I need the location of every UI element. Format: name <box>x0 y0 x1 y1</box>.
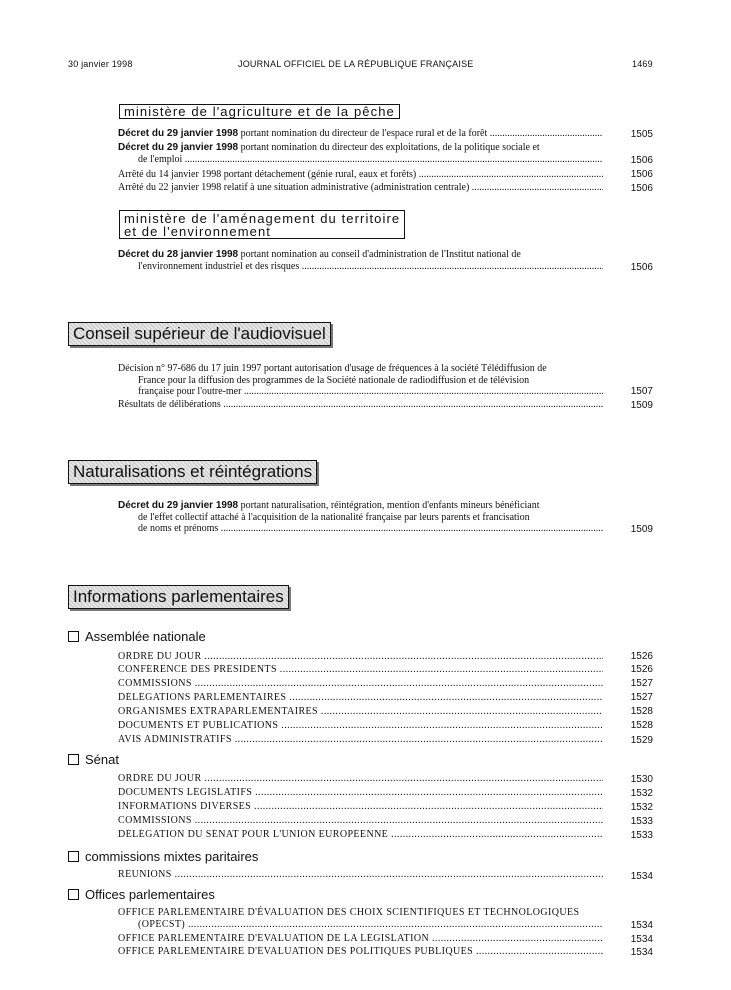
toc-entry[interactable]: Décret du 29 janvier 1998 portant nomination du directeur de l'espace rural et de la forêt ..... <box>118 128 603 140</box>
page-number: 1506 <box>630 183 653 194</box>
page-number: 1532 <box>630 788 653 799</box>
ministere-agriculture-title: ministère de l'agriculture et de la pêche <box>119 104 400 119</box>
toc-entry[interactable]: OFFICE PARLEMENTAIRE D'ÉVALUATION DES CHOIX SCIENTIFIQUES ET TECHNOLOGIQUES (OPECST) ..... <box>118 907 603 930</box>
toc-entry[interactable]: INFORMATIONS DIVERSES ..... <box>118 801 603 813</box>
page-number: 1534 <box>630 871 653 882</box>
checkbox-icon <box>68 851 79 862</box>
toc-entry[interactable]: Arrêté du 22 janvier 1998 relatif à une situation administrative (administration centrale) ..... <box>118 182 603 194</box>
toc-entry[interactable]: DÉLÉGATIONS PARLEMENTAIRES ..... <box>118 692 603 704</box>
toc-entry[interactable]: ORDRE DU JOUR ..... <box>118 651 603 663</box>
toc-entry[interactable]: AVIS ADMINISTRATIFS ..... <box>118 734 603 746</box>
page-number: 1506 <box>630 169 653 180</box>
checkbox-icon <box>68 631 79 642</box>
toc-entry[interactable]: RÉUNIONS ..... <box>118 869 603 881</box>
toc-entry[interactable]: COMMISSIONS ..... <box>118 678 603 690</box>
page-number: 1528 <box>630 720 653 731</box>
checkbox-icon <box>68 889 79 900</box>
page-number: 1534 <box>630 934 653 945</box>
toc-entry[interactable]: CONFÉRENCE DES PRÉSIDENTS ..... <box>118 664 603 676</box>
page-number: 1529 <box>630 735 653 746</box>
toc-entry[interactable]: DOCUMENTS ET PUBLICATIONS ..... <box>118 720 603 732</box>
page-number: 1506 <box>630 155 653 166</box>
page-number: 1526 <box>630 651 653 662</box>
page-number: 1533 <box>630 830 653 841</box>
toc-entry[interactable]: Décret du 28 janvier 1998 portant nomination au conseil d'administration de l'Institut national de l'environnement industriel et des risques ..... <box>118 249 603 272</box>
page-number: 1506 <box>630 262 653 273</box>
group-heading-senat: Sénat <box>68 753 119 767</box>
header-page: 1469 <box>632 59 653 69</box>
toc-entry[interactable]: Résultats de délibérations ..... <box>118 399 603 411</box>
informations-section-title: Informations parlementaires <box>68 585 289 609</box>
page-number: 1509 <box>630 524 653 535</box>
page-number: 1526 <box>630 664 653 675</box>
csa-section-title: Conseil supérieur de l'audiovisuel <box>68 322 331 346</box>
page-number: 1527 <box>630 692 653 703</box>
toc-entry[interactable]: COMMISSIONS ..... <box>118 815 603 827</box>
toc-entry[interactable]: Décision n° 97-686 du 17 juin 1997 portant autorisation d'usage de fréquences à la société Télédiffusion de France pour la diffusion des programmes de la Société nationale de radiodiffusion et de télévision française pour l'outre-mer ..... <box>118 363 603 398</box>
page-number: 1505 <box>630 129 653 140</box>
toc-entry[interactable]: DÉLÉGATION DU SÉNAT POUR L'UNION EUROPÉENNE ..... <box>118 829 603 841</box>
checkbox-icon <box>68 754 79 765</box>
naturalisations-section-title: Naturalisations et réintégrations <box>68 460 317 484</box>
page-number: 1534 <box>630 920 653 931</box>
page-number: 1533 <box>630 816 653 827</box>
running-header <box>0 59 731 73</box>
page-number: 1530 <box>630 774 653 785</box>
toc-entry[interactable]: ORDRE DU JOUR ..... <box>118 773 603 785</box>
header-journal: JOURNAL OFFICIEL DE LA RÉPUBLIQUE FRANÇAISE <box>238 59 474 69</box>
group-heading-offices: Offices parlementaires <box>68 888 215 902</box>
toc-entry[interactable]: Décret du 29 janvier 1998 portant naturalisation, réintégration, mention d'enfants mineurs bénéficiant de l'effet collectif attaché à l'acquisition de la nationalité française par leurs parents et francisation de noms et prénoms ..... <box>118 500 603 535</box>
toc-entry[interactable]: Arrêté du 14 janvier 1998 portant détachement (génie rural, eaux et forêts) ..... <box>118 169 603 181</box>
page-number: 1534 <box>630 947 653 958</box>
page-number: 1528 <box>630 706 653 717</box>
header-date: 30 janvier 1998 <box>68 59 133 69</box>
toc-entry[interactable]: OFFICE PARLEMENTAIRE D'ÉVALUATION DES POLITIQUES PUBLIQUES ..... <box>118 946 603 958</box>
group-heading-cmp: commissions mixtes paritaires <box>68 850 258 864</box>
page-number: 1507 <box>630 386 653 397</box>
toc-entry[interactable]: OFFICE PARLEMENTAIRE D'ÉVALUATION DE LA LÉGISLATION ..... <box>118 933 603 945</box>
toc-entry[interactable]: ORGANISMES EXTRAPARLEMENTAIRES ..... <box>118 706 603 718</box>
toc-entry[interactable]: Décret du 29 janvier 1998 portant nomination du directeur des exploitations, de la politique sociale et de l'emploi ..... <box>118 142 603 165</box>
toc-entry[interactable]: DOCUMENTS LÉGISLATIFS ..... <box>118 787 603 799</box>
page-number: 1532 <box>630 802 653 813</box>
ministere-amenagement-title: ministère de l'aménagement du territoire et de l'environnement <box>119 210 405 239</box>
group-heading-assemblee: Assemblée nationale <box>68 630 206 644</box>
page-number: 1527 <box>630 678 653 689</box>
page-number: 1509 <box>630 400 653 411</box>
